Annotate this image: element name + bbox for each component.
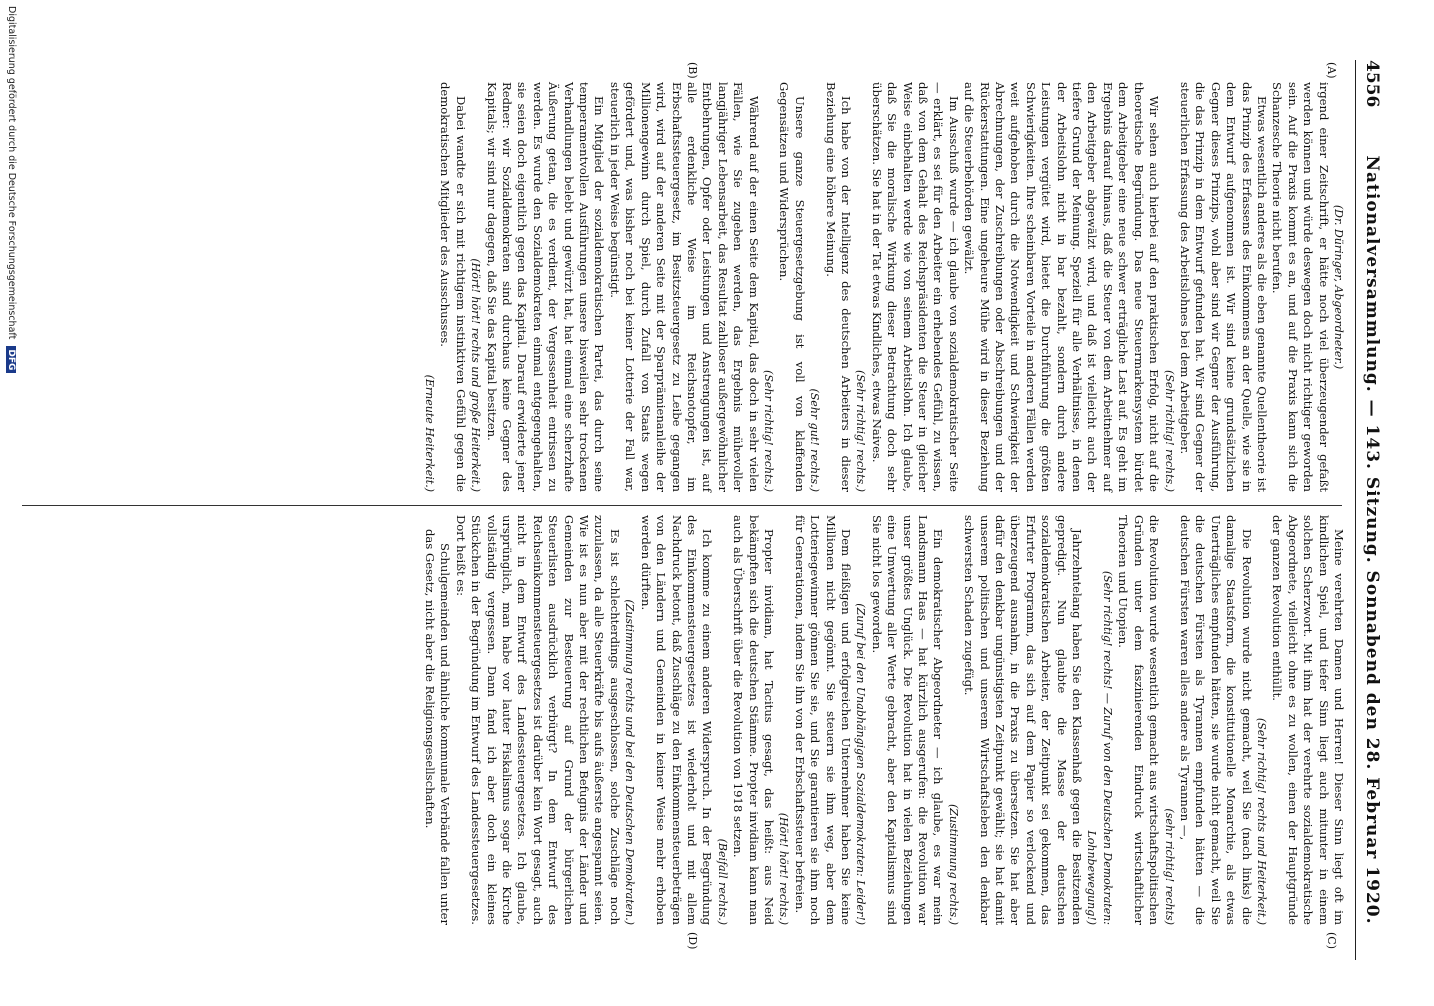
interjection: (Hört! hört! rechts und große Heiterkeit.) (469, 258, 483, 492)
margin-marker-c: (C) (1325, 932, 1338, 949)
interjection: (Sehr richtig! rechts.) (761, 370, 775, 492)
interjection: (Zustimmung rechts und bei den Deutschen Demokraten.) (623, 599, 637, 925)
column-divider (22, 505, 1342, 506)
interjection: (Sehr richtig! rechts.) (1162, 370, 1176, 492)
paragraph: Während auf der einen Seite dem Kapital, das doch in sehr vielen Fällen, wie Sie zugeben werden, das Ergebnis mühevoller langjähriger Lebensarbeit, das Resultat zahlloser außergewöhnlicher Entbehrungen, Opfer oder Leistungen und Anstrengungen ist, auf alle erdenkliche Weise im Reichsnotopfer, im Erbschaftssteuergesetz, im Besitzsteuergesetz zu Leibe gegangen wird, wird auf der anderen Seite mit der Sparprämienanleihe der Millionengewinn durch Spiel, durch Zufall von Staats wegen gefördert und, was bisher noch bei keiner Lotterie der Fall war, steuerlich in jeder Weise begünstigt. (607, 82, 761, 492)
paragraph: Etwas wesentlich anderes als die eben genannte Quellentheorie ist das Prinzip des Erfassens des Einkommens an der Quelle, wie sie in dem Entwurf aufgenommen ist. Wir sind keine grundsätzlichen Gegner dieses Prinzips, wohl aber sind wir Gegner der Ausführung, die das Prinzip in dem Entwurf gefunden hat. Wir sind Gegner der steuerlichen Erfassung des Arbeitslohnes bei dem Arbeitgeber. (1177, 82, 1269, 492)
interjection: (Sehr richtig! rechts und Heiterkeit.) (1254, 717, 1268, 925)
page-header (1355, 60, 1384, 960)
paragraph: Ein Mitglied der sozialdemokratischen Partei, das durch seine temperamentvollen Ausführungen unsere bisweilen sehr trockenen Verhandlungen belebt und gewürzt hat, hat einmal eine scherzhafte Äußerung getan, die es verdient, der Vergessenheit entrissen zu werden. Es wurde den Sozialdemokraten einmal entgegengehalten, sie seien doch eigentlich gegen das Kapital. Darauf erwiderte jener Redner: wir Sozialdemokraten sind durchaus keine Gegner des Kapitals; wir sind nur dagegen, daß Sie das Kapital besitzen. (484, 82, 607, 492)
footer (6, 0, 17, 1006)
page-number: 4556 (1362, 60, 1382, 108)
paragraph: Ich habe von der Intelligenz des deutschen Arbeiters in dieser Beziehung eine höhere Meinung. (823, 82, 853, 492)
paragraph: Dabei wandte er sich mit richtigem instinktiven Gefühl gegen die demokratischen Mitglieder des Ausschusses. (438, 82, 468, 492)
page-title: Nationalversammlung. — 143. Sitzung. Sonnabend den 28. Februar 1920. (1362, 155, 1382, 925)
right-column (422, 515, 1346, 925)
margin-marker-a: (A) (1325, 62, 1338, 79)
paragraph: die Revolution wurde wesentlich gemacht aus wirtschaftspolitischen Gründen unter dem faszinierenden Eindruck wirtschaftlicher Theorien und Utopien. (1116, 515, 1162, 925)
paragraph: Es ist schlechterdings ausgeschlossen, solche Zuschläge noch zuzulassen, da alle Steuerkräfte bis aufs äußerste angespannt seien. Wie ist es nun aber mit der rechtlichen Befugnis der Länder und Gemeinden zur Besteuerung auf Grund der bürgerlichen Steuerlisten ausdrücklich verbürgt? In dem Entwurf des Reichseinkommensteuergesetzes ist darüber kein Wort gesagt, auch nicht in dem Entwurf des Landessteuergesetzes. Ich glaube, ursprünglich, man habe vor lauter Fiskalismus sogar die Kirche vollständig vergessen. Dann fand ich aber doch ein kleines Stückchen in der Begründung im Entwurf des Landessteuergesetzes. Dort heißt es: (453, 515, 622, 925)
paragraph: irgend einer Zeitschrift, er hätte noch viel überzeugender gefaßt werden können und würde deswegen doch nicht richtiger geworden sein. Auf die Praxis kommt es an, und auf die Praxis kann sich die Schanzesche Theorie nicht berufen. (1270, 82, 1331, 492)
paragraph: Unsere ganze Steuergesetzgebung ist voll von klaffenden Gegensätzen und Widersprüchen. (777, 82, 807, 492)
quoted-paragraph: Schulgemeinden und ähnliche kommunale Verbände fallen unter das Gesetz, nicht aber die Religionsgesellschaften. (423, 529, 453, 925)
left-column (422, 82, 1346, 492)
margin-marker-d: (D) (686, 932, 699, 950)
interjection: (Sehr richtig! rechts! — Zuruf von den Deutschen Demokraten: Lohnbewegung!) (1085, 570, 1114, 925)
interjection: (Sehr gut! rechts.) (808, 388, 822, 492)
interjection: (Zuruf bei den Unabhängigen Sozialdemokraten: Leider!) (854, 603, 868, 925)
interjection: (Erneute Heiterkeit.) (423, 374, 437, 492)
paragraph: Dem fleißigen und erfolgreichen Unternehmer haben Sie keine Millionen nicht gegönnt. Sie steuern sie ihm weg, aber dem Lotteriegewinner gönnen Sie sie, und Sie garantieren sie ihm noch für Generationen, indem Sie ihn von der Erbschaftssteuer befreien. (792, 515, 853, 925)
paragraph: Propter invidiam, hat Tacitus gesagt, das heißt: aus Neid bekämpften sich die deutschen Stämme. Propter invidiam kann man auch als Überschrift über die Revolution von 1918 setzen. (731, 515, 776, 925)
paragraph: Im Ausschuß wurde — ich glaube von sozialdemokratischer Seite — erklärt, es sei für den Arbeiter ein erhebendes Gefühl, zu wissen, daß von dem Gehalt des Reichspräsidenten die Steuer in gleicher Weise einbehalten werde wie von seinem Arbeitslohn. Ich glaube, daß Sie die moralische Wirkung dieser Betrachtung doch sehr überschätzen. Sie hat in der Tat etwas Kindliches, etwas Naives. (869, 82, 961, 492)
paragraph: Ich komme zu einem anderen Widerspruch. In der Begründung des Einkommensteuergesetzes ist wiederholt und mit allem Nachdruck betont, daß Zuschläge zu den Einkommensteuerbeträgen von den Ländern und Gemeinden in keiner Weise mehr erhoben werden dürften. (638, 515, 715, 925)
interjection: (Zustimmung rechts.) (946, 803, 960, 925)
paragraph: Jahrzehntelang haben Sie den Klassenhaß gegen die Besitzenden gepredigt. Nun glaubte die Masse der deutschen sozialdemokratischen Arbeiter, der Zeitpunkt sei gekommen, das Erfurter Programm, das sich auf dem Papier so verlockend und überzeugend ausnahm, in die Praxis zu übersetzen. Sie hat aber dafür den denkbar ungünstigsten Zeitpunkt gewählt; sie hat damit unserem politischen und unserem Wirtschaftsleben den denkbar schwersten Schaden zugefügt. (962, 515, 1085, 925)
paragraph: Die Revolution wurde nicht gemacht, weil Sie (nach links) die damalige Staatsform, die konstitutionelle Monarchie, als etwas Unerträgliches empfunden hätten, sie wurde nicht gemacht, weil Sie die deutschen Fürsten als Tyrannen empfunden hätten — die deutschen Fürsten waren alles andere als Tyrannen —, (1177, 515, 1254, 925)
interjection: (sehr richtig! rechts) (1162, 808, 1176, 925)
paragraph: Ein demokratischer Abgeordneter — ich glaube, es war mein Landsmann Haas — hat kürzlich ausgerufen: die Revolution war unser größtes Unglück. Die Revolution hat in vielen Beziehungen eine Umwertung aller Werte gebracht, aber den Kapitalismus sind Sie nicht los geworden. (869, 515, 946, 925)
paragraph: Meine verehrten Damen und Herren! Dieser Sinn liegt oft im kindlichen Spiel, und tiefer Sinn liegt auch mitunter in einem solchen Scherzwort. Mit ihm hat der verehrte sozialdemokratische Abgeordnete, vielleicht ohne es zu wollen, einen der Hauptgründe der ganzen Revolution enthüllt. (1270, 515, 1346, 925)
interjection: (Sehr richtig! rechts.) (854, 370, 868, 492)
footer-text: Digitalisierung gefördert durch die Deutsche Forschungsgemeinschaft (6, 6, 17, 340)
margin-marker-b: (B) (686, 62, 699, 79)
paragraph: Wir sehen auch hierbei auf den praktischen Erfolg, nicht auf die theoretische Begründung. Das neue Steuermarkensystem bürdet dem Arbeitgeber eine neue schwer erträgliche Last auf. Es geht im Ergebnis darauf hinaus, daß die Steuer von dem Arbeitnehmer auf den Arbeitgeber abgewälzt wird, und daß ist vielleicht auch der tiefere Grund der Meinung. Speziell für alle Verhältnisse, in denen der Arbeitslohn nicht in bar bezahlt, sondern durch andere Leistungen vergütet wird, bietet die Durchführung die größten Schwierigkeiten. Ihre scheinbaren Vorteile in anderen Fällen werden weit aufgehoben durch die Notwendigkeit und Schwierigkeit der Abrechnungen, der Zuschreibungen oder Abschreibungen und der Rückerstattungen. Eine ungeheure Mühe wird in dieser Beziehung auf die Steuerbehörden gewälzt. (962, 82, 1162, 492)
interjection: (Hört! hört! rechts.) (777, 812, 791, 925)
dfg-logo: DFG (6, 346, 16, 373)
interjection: (Beifall rechts.) (715, 838, 729, 925)
speaker-line: (Dr. Düringer, Abgeordneter.) (1332, 204, 1345, 370)
